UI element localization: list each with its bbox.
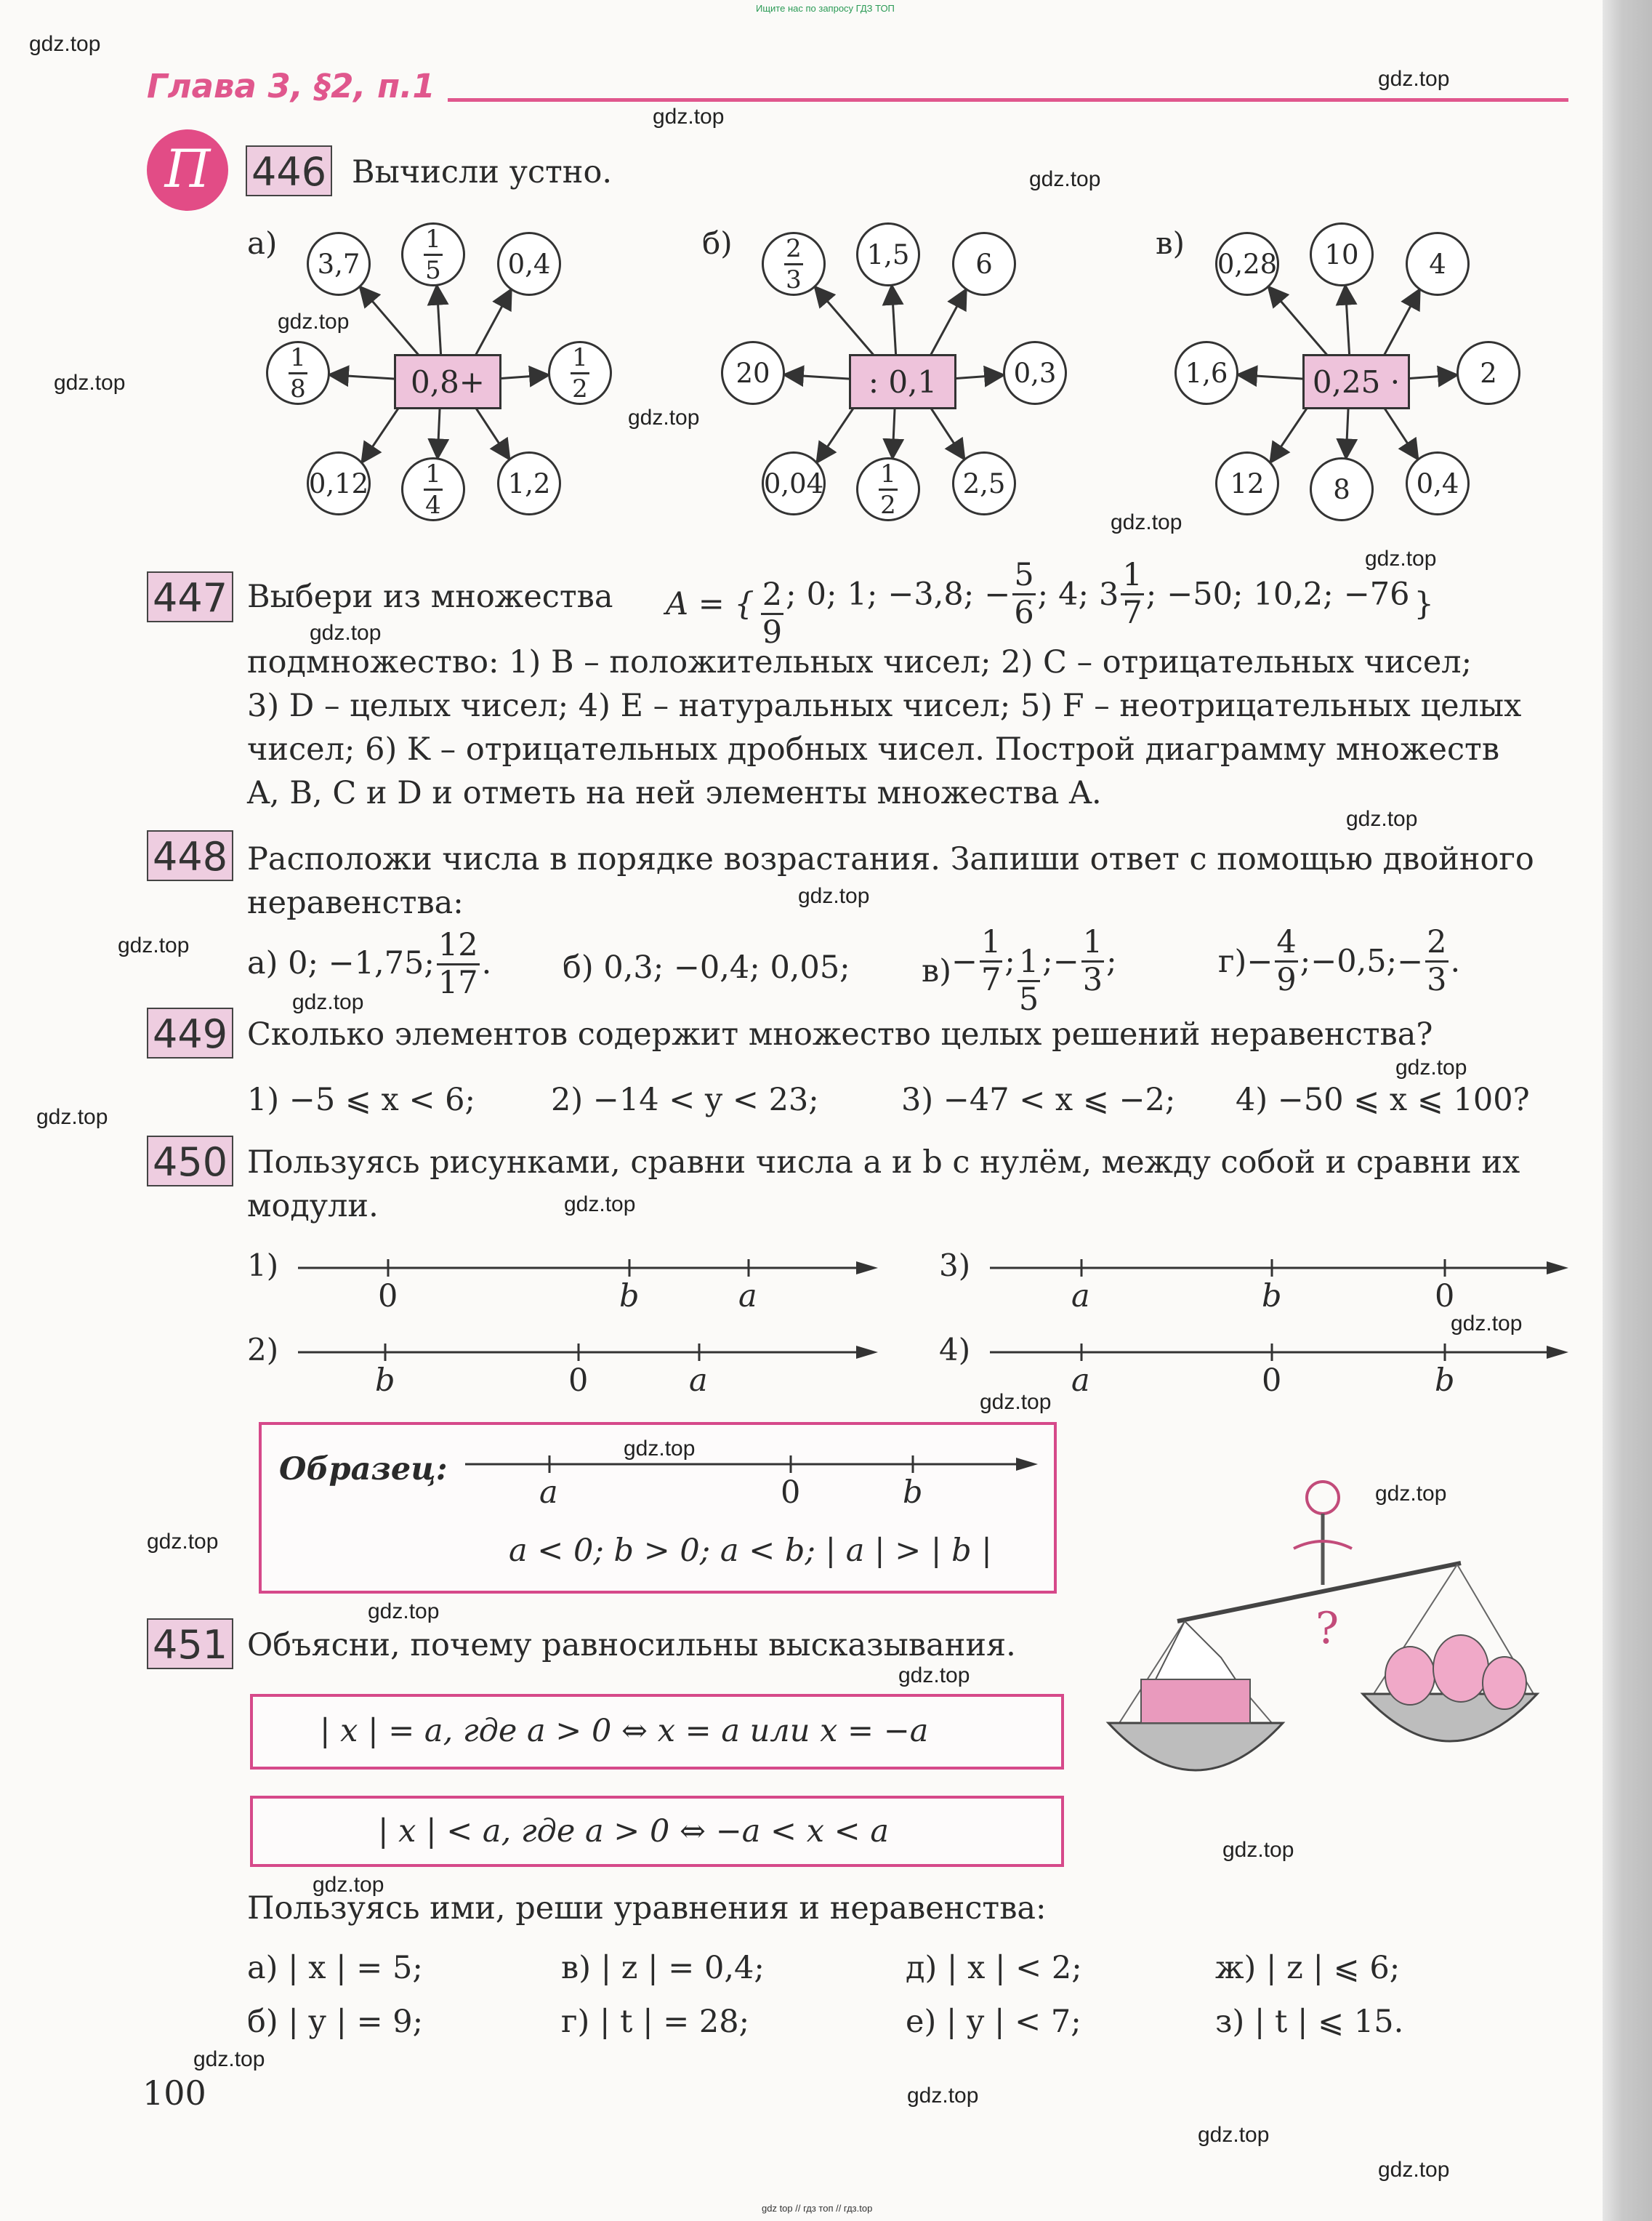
point-label: a [1071,1278,1090,1314]
watermark: gdz.top [36,1105,108,1129]
denominator: 5 [1018,981,1039,1018]
denominator: 2 [880,490,896,520]
watermark: gdz.top [1451,1312,1523,1336]
ex450-line-2: модули. [247,1188,379,1224]
minus-sign: − [1052,943,1079,980]
diagram-value: 1,2 [507,467,551,499]
watermark: gdz.top [798,884,870,908]
point-label: 0 [568,1362,589,1399]
denominator: 9 [762,614,783,651]
denominator: 7 [981,962,1002,998]
minus-sign: − [984,576,1011,613]
ex447-line-4: A, B, C и D и отметь на ней элементы множества A. [247,775,1102,811]
point-label: a [689,1362,708,1399]
numerator: 2 [784,236,803,265]
diagram-value: 8 [1333,473,1350,505]
separator: ; [1386,943,1398,980]
set-element: −50 [1167,576,1233,613]
left-pan [1108,1723,1283,1770]
equivalence-1: | x | = a, где a > 0 ⇔ x = a или x = −a [320,1713,929,1749]
numerator: 2 [761,579,783,615]
set-element: 1 [847,576,867,613]
ex451-item-z: з) | t | ⩽ 15. [1215,2004,1404,2040]
separator: ; [866,576,878,613]
separator: ; [1300,943,1311,980]
separator: ; [963,576,975,613]
equivalence-2: | x | < a, где a > 0 ⇔ −a < x < a [378,1813,890,1850]
sample-label: Образец: [279,1451,448,1487]
separator: ; [1233,576,1244,613]
exercise-number-446: 446 [246,145,332,196]
diagram-label: б) [702,225,733,261]
ex451-item-b: б) | y | = 9; [247,2004,424,2040]
ex448-v-label: в) [922,952,951,989]
ex451-item-e: е) | y | < 7; [906,2004,1081,2040]
pear-icon [1385,1647,1435,1705]
watermark: gdz.top [653,105,725,129]
numerator: 1 [879,462,898,491]
diagram-value: 3,7 [317,248,360,280]
denominator: 17 [438,965,478,1001]
diagram-operation-box: 0,8+ [394,354,501,409]
diagram-value: 2 [1480,357,1497,389]
watermark: gdz.top [1198,2123,1270,2147]
watermark: gdz.top [1375,1482,1447,1506]
separator: ; [786,576,797,613]
numerator: 12 [437,930,480,965]
denominator: 2 [572,374,588,403]
exercise-number-447: 447 [147,571,233,622]
watermark: gdz.top [1378,67,1450,91]
watermark: gdz.top [980,1390,1052,1414]
bottom-note: gdz top // гдз топ // гдз.top [762,2203,873,2214]
diagram-value: 0,28 [1217,248,1278,280]
diagram-value: 10 [1324,238,1359,270]
oral-exercise-badge: П [147,129,228,211]
denominator: 4 [425,490,441,520]
point-label: b [375,1362,395,1399]
pear-icon [1483,1657,1526,1709]
numerator: 1 [289,345,307,374]
ex451-item-v: в) | z | = 0,4; [561,1950,765,1986]
ex449-item-4: 4) −50 ⩽ x ⩽ 100? [1236,1082,1530,1118]
ex451-item-zh: ж) | z | ⩽ 6; [1215,1950,1401,1986]
point-label: 0 [1262,1362,1282,1399]
diagram-label: в) [1156,225,1185,261]
point-label: 0 [378,1278,398,1314]
diagram-value: 0,04 [763,467,824,499]
ex451-item-a: а) | x | = 5; [247,1950,423,1986]
point-label: a [539,1474,558,1511]
diagram-value: 2,5 [962,467,1006,499]
point-label: a [738,1278,757,1314]
diagram-value: 0,4 [507,248,551,280]
ex449-prompt: Сколько элементов содержит множество целых решений неравенства? [247,1016,1433,1053]
exercise-number-451: 451 [147,1618,233,1669]
denominator: 6 [1014,595,1034,631]
point-label: b [1435,1362,1455,1399]
exercise-number-448: 448 [147,830,233,881]
chapter-title: Глава 3, §2, п.1 [147,67,435,105]
numerator: 2 [1425,927,1448,963]
watermark: gdz.top [1378,2158,1450,2182]
watermark: gdz.top [624,1437,696,1461]
watermark: gdz.top [278,310,350,334]
set-element: 10,2 [1253,576,1323,613]
watermark: gdz.top [310,621,382,645]
watermark: gdz.top [54,371,126,395]
minus-sign: − [1397,943,1424,980]
diagram-operation-box: 0,25 · [1302,354,1410,409]
watermark: gdz.top [313,1873,384,1897]
numerator: 5 [1012,560,1035,595]
scale-ring [1307,1482,1339,1514]
number-line-label: 3) [939,1248,971,1283]
minus-sign: − [951,943,978,980]
ex449-item-1: 1) −5 ⩽ x < 6; [247,1082,476,1118]
diagram-value: 1,6 [1185,357,1228,389]
diagram-label: а) [247,225,278,261]
diagram-value: 6 [975,248,993,280]
ex448-line-2: неравенства: [247,885,464,921]
pear-icon [1433,1635,1488,1702]
watermark: gdz.top [368,1599,440,1623]
watermark: gdz.top [1365,547,1437,571]
numerator: 1 [571,345,589,374]
ex451-instruction: Пользуясь ими, реши уравнения и неравенства: [247,1890,1047,1927]
ex447-line-3: чисел; 6) K – отрицательных дробных чисел. Построй диаграмму множеств [247,731,1500,768]
watermark: gdz.top [1029,167,1101,191]
ex450-line-1: Пользуясь рисунками, сравни числа a и b с нулём, между собой и сравни их [247,1144,1520,1181]
ex449-item-2: 2) −14 < y < 23; [551,1082,819,1118]
ex447-intro: Выбери из множества [247,579,613,615]
denominator: 3 [786,265,802,294]
whole-part: 3 [1099,576,1119,613]
ex448-b: б) 0,3; −0,4; 0,05; [563,949,850,986]
watermark: gdz.top [1222,1838,1294,1862]
watermark: gdz.top [907,2084,979,2108]
watermark: gdz.top [1395,1056,1467,1080]
diagram-value: 0,4 [1416,467,1459,499]
denominator: 3 [1082,962,1103,998]
top-search-note: Ищите нас по запросу ГДЗ ТОП [756,3,895,14]
diagram-value: 4 [1429,248,1446,280]
number-line-label: 4) [939,1332,971,1367]
ex446-prompt: Вычисли устно. [352,154,613,190]
diagram-value: 20 [736,357,770,389]
separator: ; [1145,576,1157,613]
set-element: 0 [806,576,826,613]
ex449-item-3: 3) −47 < x ⩽ −2; [901,1082,1176,1118]
separator: ; [1106,943,1117,980]
separator: ; [1037,576,1049,613]
books-icon [1141,1679,1250,1723]
sample-answer: a < 0; b > 0; a < b; | a | > | b | [509,1533,992,1569]
ex448-g-label: г) [1218,943,1247,980]
watermark: gdz.top [193,2047,265,2071]
watermark: gdz.top [564,1192,636,1216]
separator: ; [1004,943,1015,980]
number-line-label: 2) [247,1332,279,1367]
diagram-value: 0,3 [1013,357,1057,389]
ex448-a-period: . [481,944,492,981]
numerator: 1 [1081,927,1104,963]
separator: . [1450,943,1461,980]
separator: ; [1078,576,1089,613]
ex451-item-g: г) | t | = 28; [561,2004,750,2040]
separator: ; [826,576,837,613]
exercise-number-449: 449 [147,1008,233,1059]
ex451-prompt: Объясни, почему равносильны высказывания. [247,1627,1016,1663]
denominator: 7 [1122,595,1143,631]
minus-sign: − [1246,943,1273,980]
separator: ; [1323,576,1334,613]
page-number: 100 [142,2073,206,2113]
numerator: 1 [424,462,443,491]
denominator: 9 [1276,962,1297,998]
diagram-value: 12 [1230,467,1265,499]
scales-illustration [1090,1476,1555,1839]
numerator: 1 [980,927,1002,963]
point-label: 0 [781,1474,801,1511]
ex448-a-label: а) 0; −1,75; [247,944,435,981]
set-A-open: A = { [666,585,754,622]
point-label: b [1262,1278,1282,1314]
ex448-g-value: −0,5 [1310,943,1387,980]
open-book-icon [1156,1621,1236,1679]
question-mark-icon: ? [1315,1603,1339,1654]
set-element: −76 [1343,576,1410,613]
denominator: 8 [290,374,306,403]
separator: ; [1042,943,1053,980]
exercise-number-450: 450 [147,1136,233,1186]
watermark: gdz.top [628,406,700,430]
watermark: gdz.top [147,1530,219,1554]
watermark: gdz.top [898,1663,970,1687]
number-line-label: 1) [247,1248,279,1283]
ex448-line-1: Расположи числа в порядке возрастания. Запиши ответ с помощью двойного [247,841,1534,877]
ex447-line-1: подмножество: 1) B – положительных чисел; 2) C – отрицательных чисел; [247,644,1472,680]
numerator: 1 [1121,560,1143,595]
diagram-value: 0,12 [308,467,369,499]
set-element: −3,8 [887,576,964,613]
denominator: 5 [425,255,441,285]
watermark: gdz.top [1346,807,1418,831]
watermark: gdz.top [292,990,364,1014]
point-label: a [1071,1362,1090,1399]
diagram-operation-box: : 0,1 [849,354,956,409]
ex451-item-d: д) | x | < 2; [906,1950,1082,1986]
watermark: gdz.top [29,32,101,56]
watermark: gdz.top [118,933,190,957]
numerator: 1 [424,227,443,256]
set-A-close: } [1414,585,1434,622]
axis-arrow-icon [1016,1458,1038,1471]
ex447-line-2: 3) D – целых чисел; 4) E – натуральных чисел; 5) F – неотрицательных целых [247,688,1522,724]
point-label: b [619,1278,640,1314]
numerator: 1 [1018,947,1040,982]
numerator: 4 [1275,927,1297,963]
point-label: b [903,1474,923,1511]
point-label: 0 [1435,1278,1455,1314]
set-element: 4 [1058,576,1079,613]
watermark: gdz.top [1111,510,1182,534]
diagram-value: 1,5 [866,238,910,270]
denominator: 3 [1427,962,1447,998]
